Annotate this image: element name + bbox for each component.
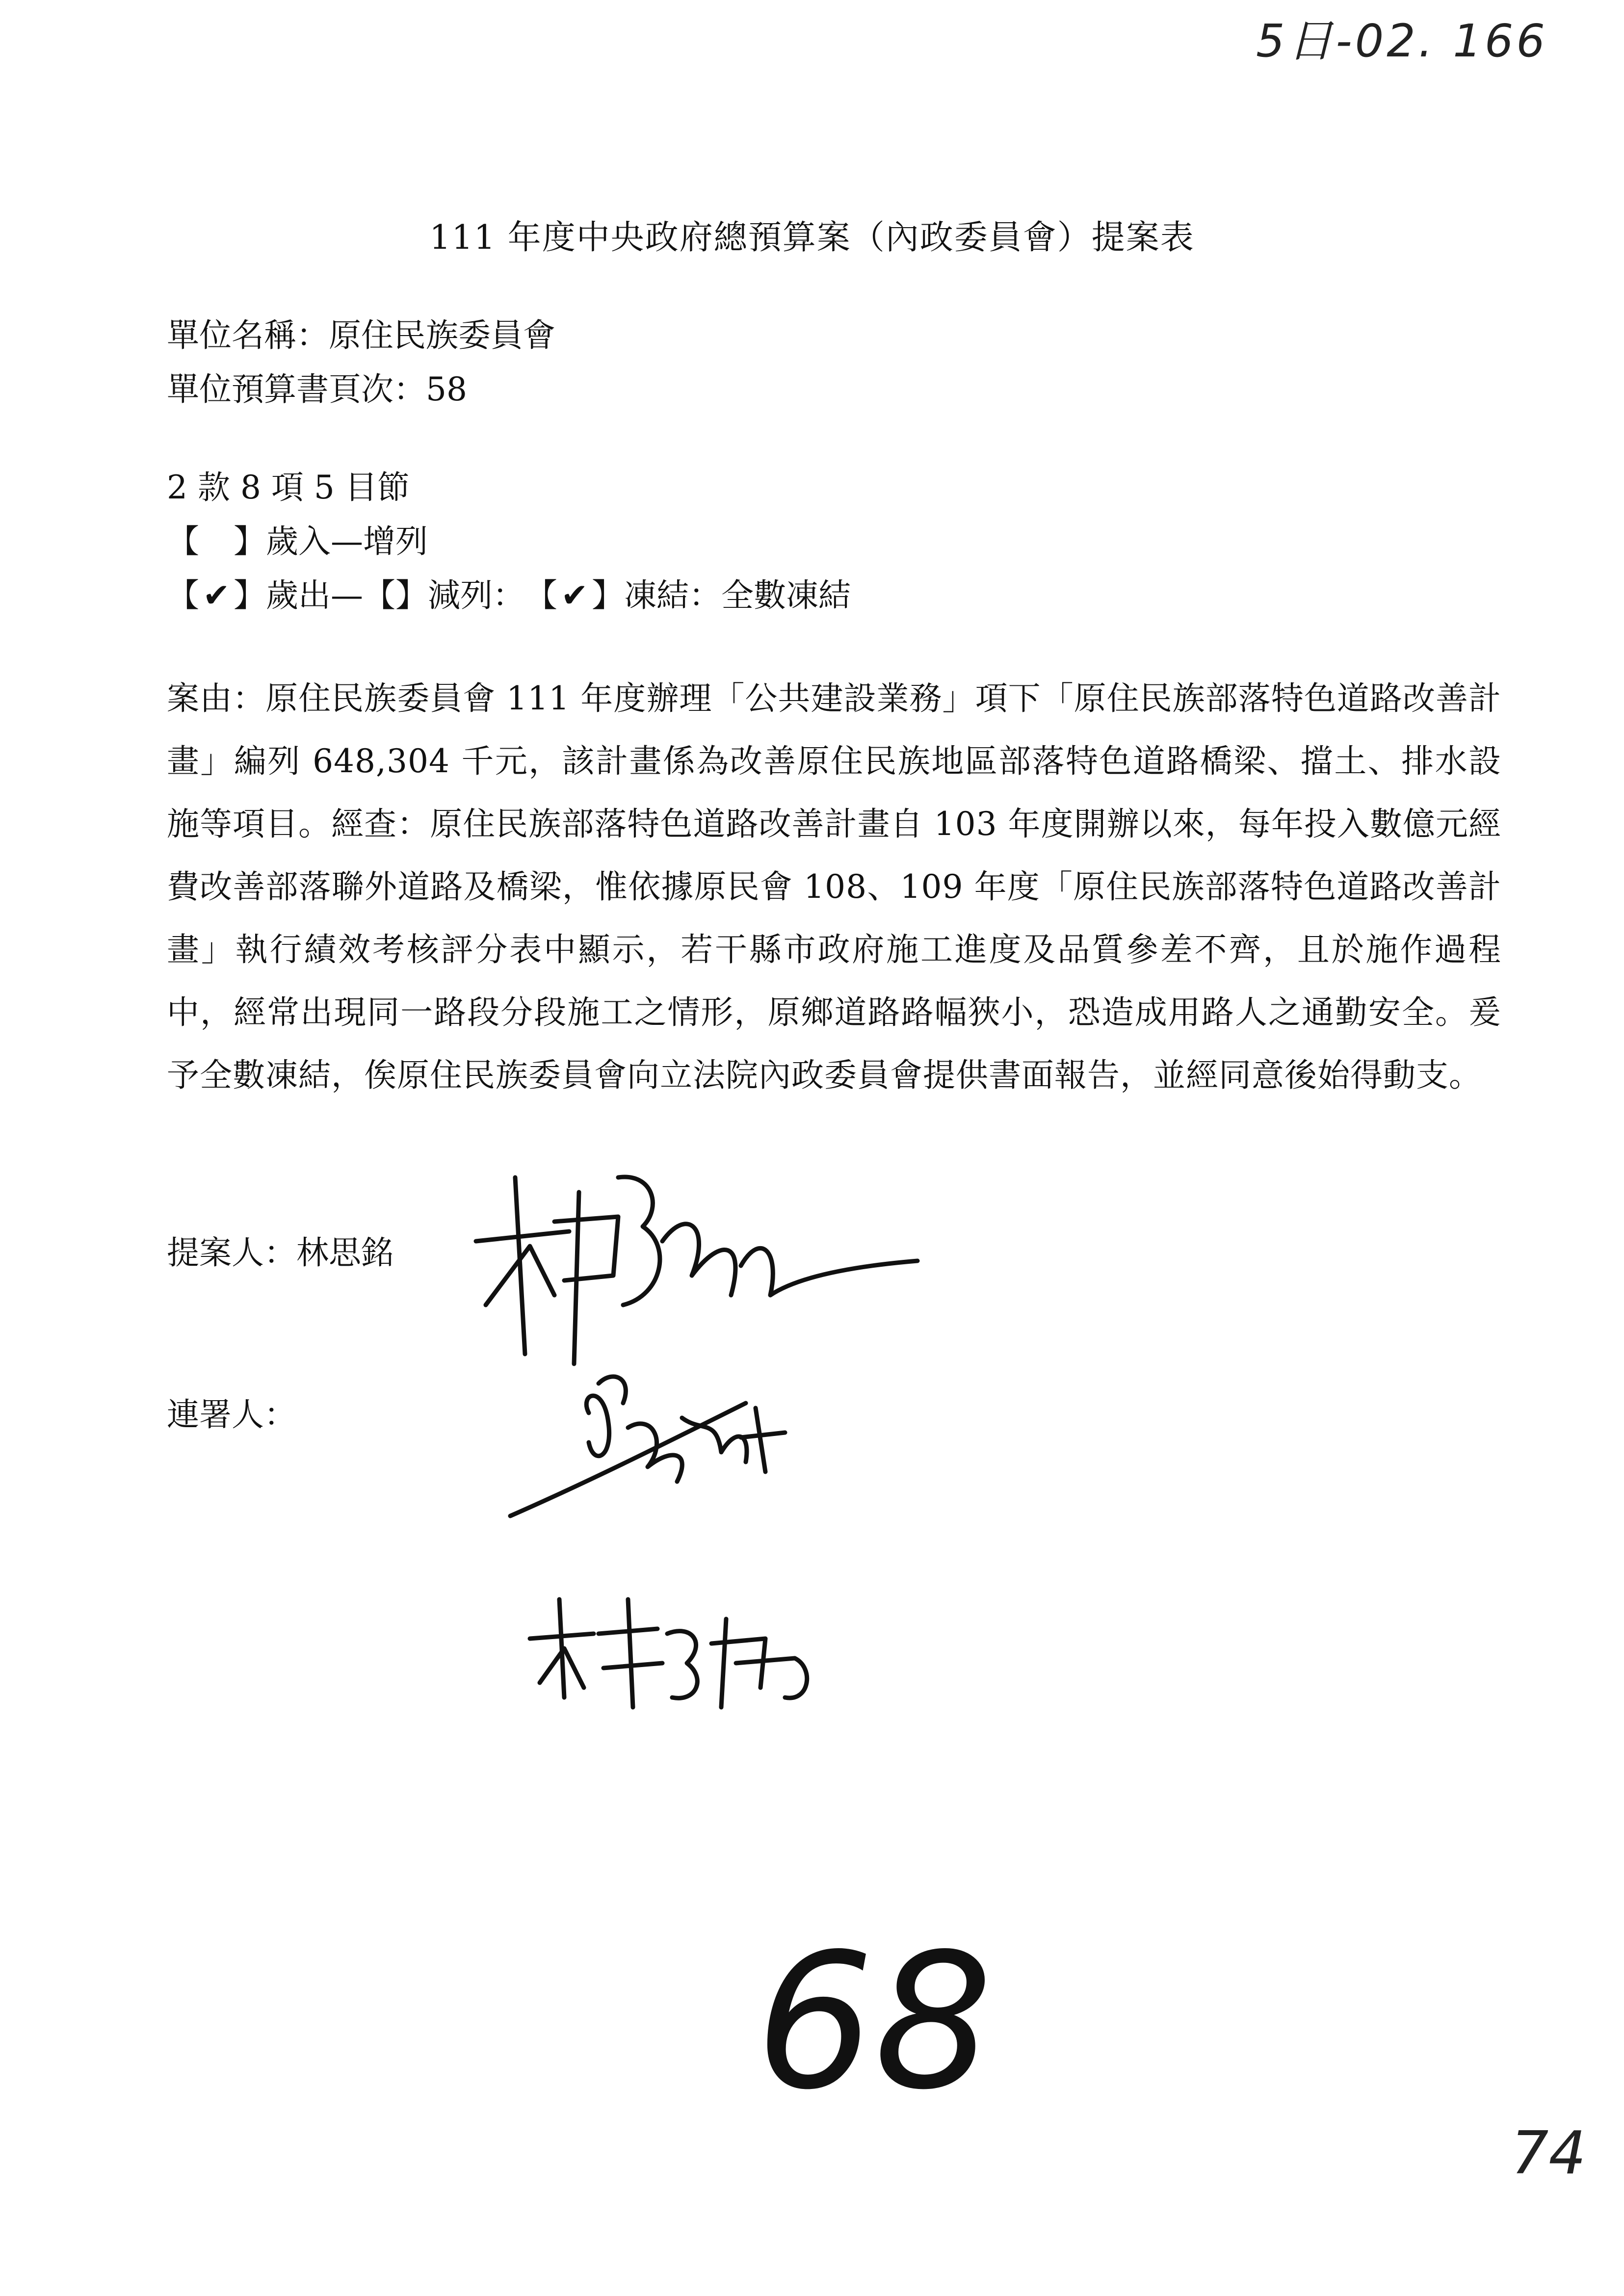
revenue-label: 歲入—增列 (266, 522, 428, 560)
document-title: 111 年度中央政府總預算案（內政委員會）提案表 (429, 218, 1195, 257)
bracket-open: 【 (167, 576, 199, 614)
cosigner-signature-1 (491, 1354, 834, 1540)
bracket-close: 】 (592, 576, 624, 614)
unit-name-value: 原住民族委員會 (329, 316, 555, 354)
bracket-close: 】 (234, 522, 266, 560)
revenue-row (167, 515, 428, 562)
handwritten-stamp-top: 5日-02. 166 (1256, 15, 1548, 67)
reduce-checkbox: 【】 (363, 576, 428, 614)
handwritten-page-number: 68 (756, 1913, 993, 2131)
freeze-checkbox (525, 569, 624, 616)
unit-page-line (167, 363, 467, 410)
handwritten-corner-number: 74 (1511, 2119, 1586, 2188)
unit-name-label: 單位名稱： (167, 316, 329, 354)
bracket-open: 【 (167, 522, 199, 560)
freeze-value: 全數凍結 (721, 576, 851, 614)
revenue-checkbox (167, 515, 266, 562)
freeze-check-mark: ✔ (561, 576, 588, 614)
expenditure-check-mark: ✔ (203, 576, 230, 614)
unit-page-label: 單位預算書頁次： (167, 370, 426, 408)
unit-name-line (167, 309, 555, 356)
expenditure-row (167, 569, 851, 616)
freeze-label: 凍結： (624, 576, 721, 614)
expenditure-checkbox (167, 569, 266, 616)
cosigner-signature-2 (520, 1580, 824, 1727)
cosigner-line (167, 1388, 296, 1435)
budget-section: 2 款 8 項 5 目節 (167, 469, 410, 506)
cosigner-label: 連署人： (167, 1396, 296, 1434)
expenditure-label: 歲出— (266, 576, 363, 614)
proposal-reason: 案由：原住民族委員會 111 年度辦理「公共建設業務」項下「原住民族部落特色道路改善計畫」編列 648,304 千元，該計畫係為改善原住民族地區部落特色道路橋梁、擋土、排水設施等項目。經查：原住民族部落特色道路改善計畫自 103 年度開辦以來，每年投入數億元經費改善部落聯外道路及橋梁，惟依據原民會 108、109 年度「原住民族部落特色道路改善計畫」執行績效考核評分表中顯示，若干縣市政府施工進度及品質參差不齊，且於施作過程中，經常出現同一路段分段施工之情形，原鄉道路路幅狹小，恐造成用路人之通勤安全。爰予全數凍結，俟原住民族委員會向立法院內政委員會提供書面報告，並經同意後始得動支。 (167, 679, 1501, 1094)
bracket-close: 】 (234, 576, 266, 614)
bracket-open: 【 (525, 576, 557, 614)
unit-page-value: 58 (426, 370, 467, 408)
proposer-line (167, 1226, 393, 1273)
proposer-label: 提案人： (167, 1234, 296, 1272)
proposer-name: 林思銘 (296, 1234, 393, 1272)
proposer-signature (456, 1148, 947, 1374)
reduce-label: 減列： (428, 576, 525, 614)
